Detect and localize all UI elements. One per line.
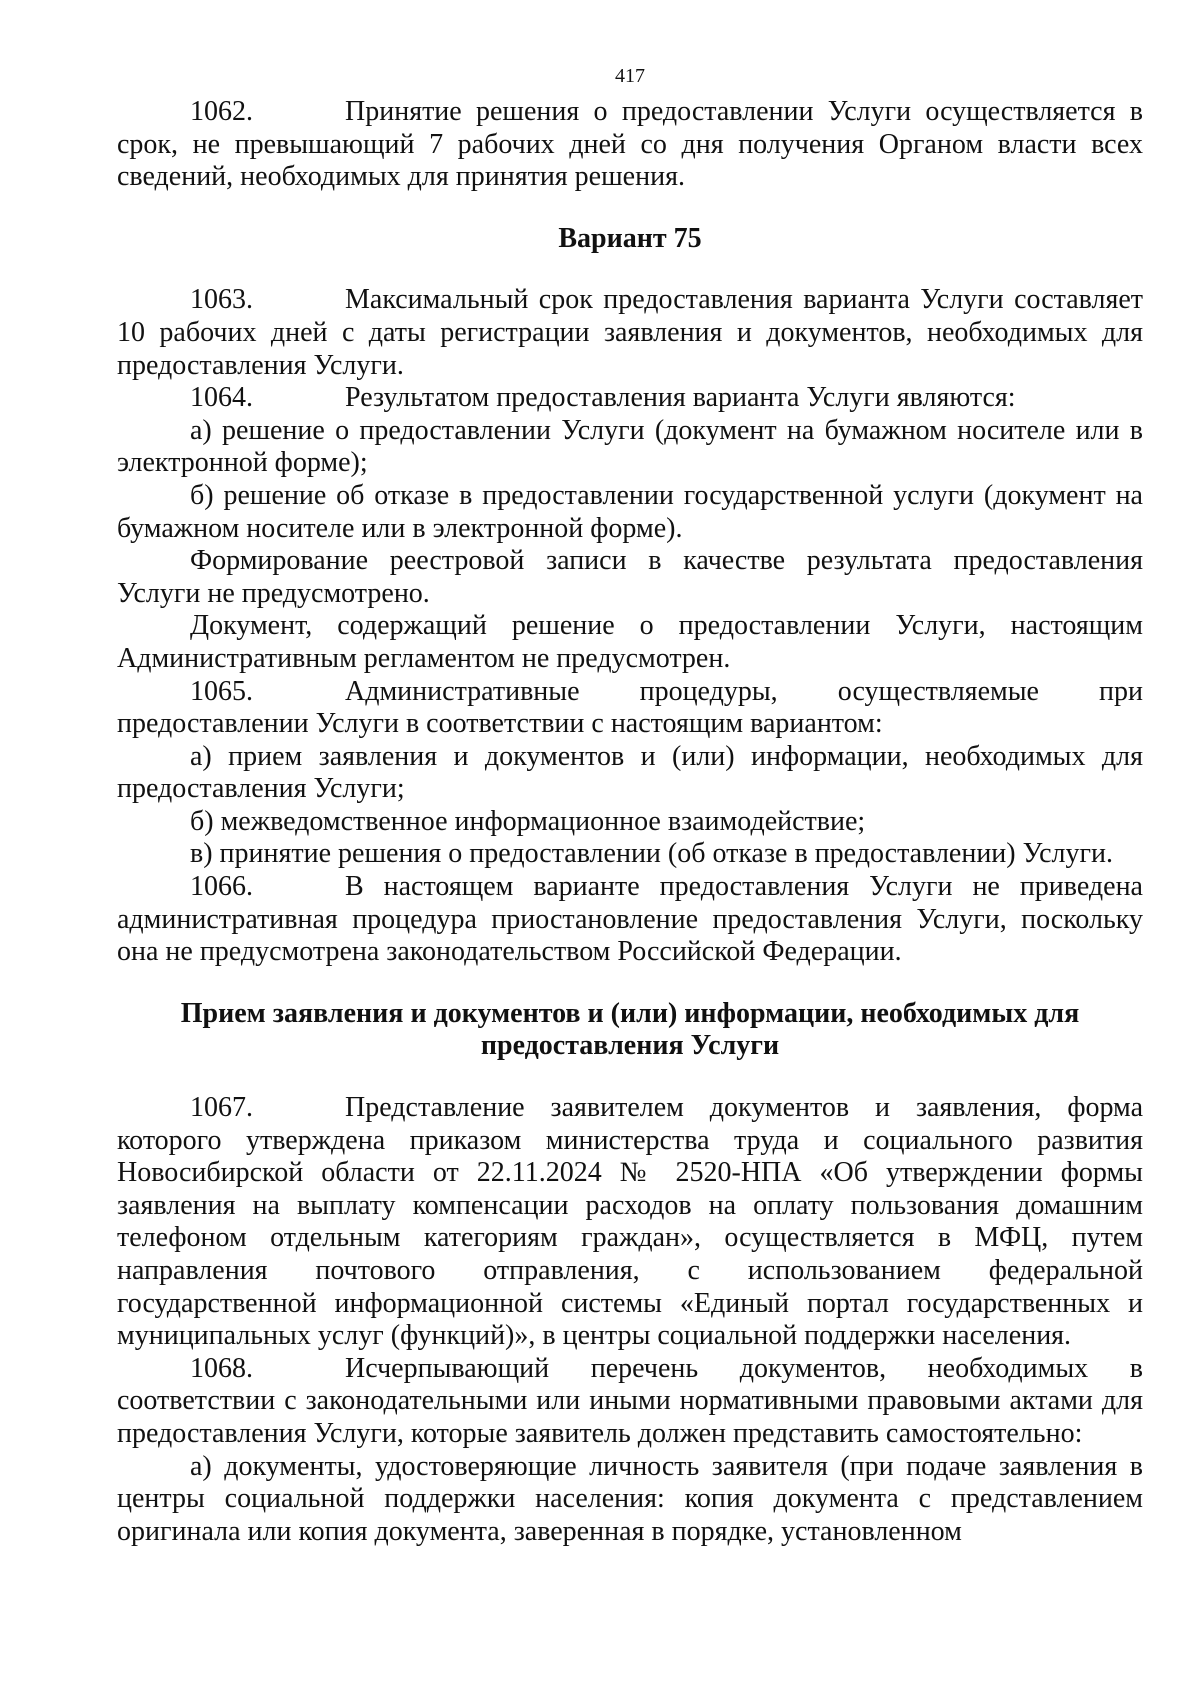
list-item-1065-a: а) прием заявления и документов и (или) информации, необходимых для предоставления Услуги; (117, 740, 1143, 805)
paragraph-document: Документ, содержащий решение о предоставлении Услуги, настоящим Административным регламентом не предусмотрен. (117, 610, 1143, 674)
paragraph-text: В настоящем варианте предоставления Услуги не приведена административная процедура приостановление предоставления Услуги, поскольку она не предусмотрена законодательством Российской Федерации. (117, 871, 1143, 968)
paragraph-text: Принятие решения о предоставлении Услуги осуществляется в срок, не превышающий 7 рабочих дней со дня получения Органом власти всех сведений, необходимых для принятия решения. (117, 96, 1143, 193)
paragraph-1063 (117, 284, 1143, 382)
paragraph-text: Представление заявителем документов и заявления, форма которого утверждена приказом министерства труда и социального развития Новосибирской области от 22.11.2024 № 2520-НПА «Об утверждении формы заявления на выплату компенсации расходов на оплату пользования домашним телефоном отдельным категориям граждан», осуществляется в МФЦ, путем направления почтового отправления, с использованием федеральной государственной информационной системы «Единый портал государственных и муниципальных услуг (функций)», в центры социальной поддержки населения. (117, 1092, 1143, 1352)
section-heading-line-1: Прием заявления и документов и (или) информации, необходимых для (180, 997, 1080, 1029)
section-heading-line-2: предоставления Услуги (480, 1030, 780, 1062)
paragraph-text: Исчерпывающий перечень документов, необходимых в соответствии с законодательными или иными нормативными правовыми актами для предоставления Услуги, которые заявитель должен представить самостоятельно: (117, 1352, 1143, 1449)
paragraph-text: Административные процедуры, осуществляемые при предоставлении Услуги в соответствии с настоящим вариантом: (117, 675, 1143, 740)
paragraph-number: 1066. (190, 871, 253, 903)
list-item-1064-a: а) решение о предоставлении Услуги (документ на бумажном носителе или в электронной форме); (117, 414, 1143, 479)
paragraph-number: 1064. (190, 382, 253, 414)
section-heading (117, 998, 1143, 1063)
list-item-1064-b: б) решение об отказе в предоставлении государственной услуги (документ на бумажном носителе или в электронной форме). (117, 479, 1143, 544)
paragraph-number: 1068. (190, 1352, 253, 1384)
paragraph-number: 1067. (190, 1092, 253, 1124)
paragraph-1064 (117, 382, 1143, 415)
paragraph-1062 (117, 96, 1143, 194)
paragraph-number: 1062. (190, 96, 253, 127)
page-number: 417 (615, 65, 645, 87)
paragraph-1066 (117, 871, 1143, 969)
paragraph-number: 1063. (190, 284, 253, 316)
paragraph-1068 (117, 1353, 1143, 1451)
paragraph-text: Результатом предоставления варианта Услуги являются: (345, 382, 1016, 414)
heading-variant: Вариант 75 (558, 222, 702, 254)
paragraph-1065 (117, 676, 1143, 741)
list-item-1068-a: а) документы, удостоверяющие личность заявителя (при подаче заявления в центры социальной поддержки населения: копия документа с представлением оригинала или копия документа, заверенная в порядке, установленном (117, 1450, 1143, 1547)
paragraph-1067 (117, 1092, 1143, 1353)
paragraph-registry: Формирование реестровой записи в качестве результата предоставления Услуги не предусмотрено. (117, 545, 1143, 609)
paragraph-text: Максимальный срок предоставления варианта Услуги составляет 10 рабочих дней с даты регистрации заявления и документов, необходимых для предоставления Услуги. (117, 284, 1143, 381)
list-item-1065-c: в) принятие решения о предоставлении (об отказе в предоставлении) Услуги. (190, 838, 1113, 870)
list-item-1065-b: б) межведомственное информационное взаимодействие; (190, 805, 866, 837)
paragraph-number: 1065. (190, 675, 253, 707)
